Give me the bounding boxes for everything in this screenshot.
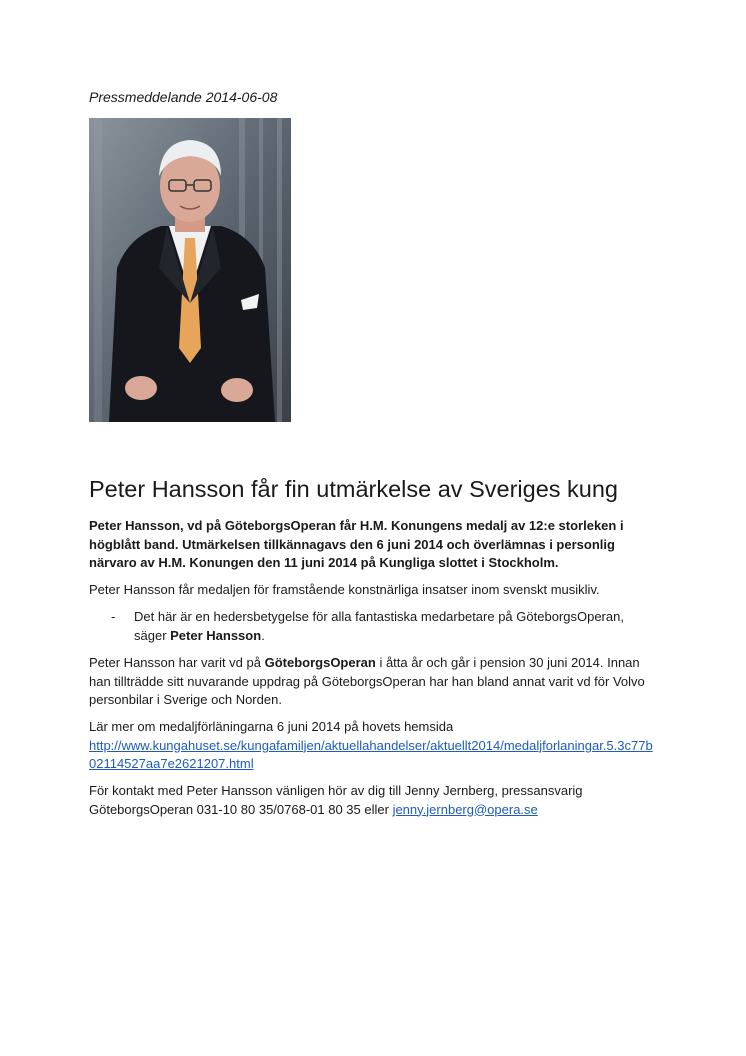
background-company-bold: GöteborgsOperan xyxy=(264,655,376,670)
royal-court-link[interactable]: http://www.kungahuset.se/kungafamiljen/aktuellahandelser/aktuellt2014/medaljforlaningar.5.3c77b02114527aa7e2621207.html xyxy=(89,737,653,771)
quote-speaker-name: Peter Hansson xyxy=(170,627,262,643)
headline: Peter Hansson får fin utmärkelse av Sveriges kung xyxy=(89,476,619,502)
press-release-date: Pressmeddelande 2014-06-08 xyxy=(89,89,278,105)
background-after: i åtta år och går i pension 30 juni 2014. Innan han tillträdde sitt nuvarande uppdrag på GöteborgsOperan har han bland annat varit vd för Volvo personbilar i Sverige och Norden. xyxy=(89,655,645,707)
quote-list-item xyxy=(89,608,649,645)
paragraph-medal-reason: Peter Hansson får medaljen för framstående konstnärliga insatser inom svenskt musikliv. xyxy=(89,582,600,597)
list-dash: - xyxy=(111,609,116,624)
lead-paragraph: Peter Hansson, vd på GöteborgsOperan får H.M. Konungens medalj av 12:e storleken i högblått band. Utmärkelsen tillkännagavs den 6 juni 2014 och överlämnas i personlig närvaro av H.M. Konungen den 11 juni 2014 på Kungliga slottet i Stockholm. xyxy=(89,518,624,570)
paragraph-more-info xyxy=(89,718,659,774)
background-before: Peter Hansson har varit vd på xyxy=(89,655,265,670)
paragraph-background xyxy=(89,654,664,710)
quote-text-after: . xyxy=(261,627,265,643)
quote-text xyxy=(134,608,649,645)
paragraph-contact xyxy=(89,782,664,819)
portrait-illustration xyxy=(89,118,291,422)
more-info-text: Lär mer om medaljförläningarna 6 juni 2014 på hovets hemsida xyxy=(89,719,454,734)
quote-text-before: Det här är en hedersbetygelse för alla fantastiska medarbetare på GöteborgsOperan, säger xyxy=(134,609,624,643)
portrait-photo xyxy=(89,118,291,422)
contact-email-link[interactable]: jenny.jernberg@opera.se xyxy=(392,801,538,817)
contact-text: För kontakt med Peter Hansson vänligen hör av dig till Jenny Jernberg, pressansvarig GöteborgsOperan 031-10 80 35/0768-01 80 35 eller xyxy=(89,783,583,817)
